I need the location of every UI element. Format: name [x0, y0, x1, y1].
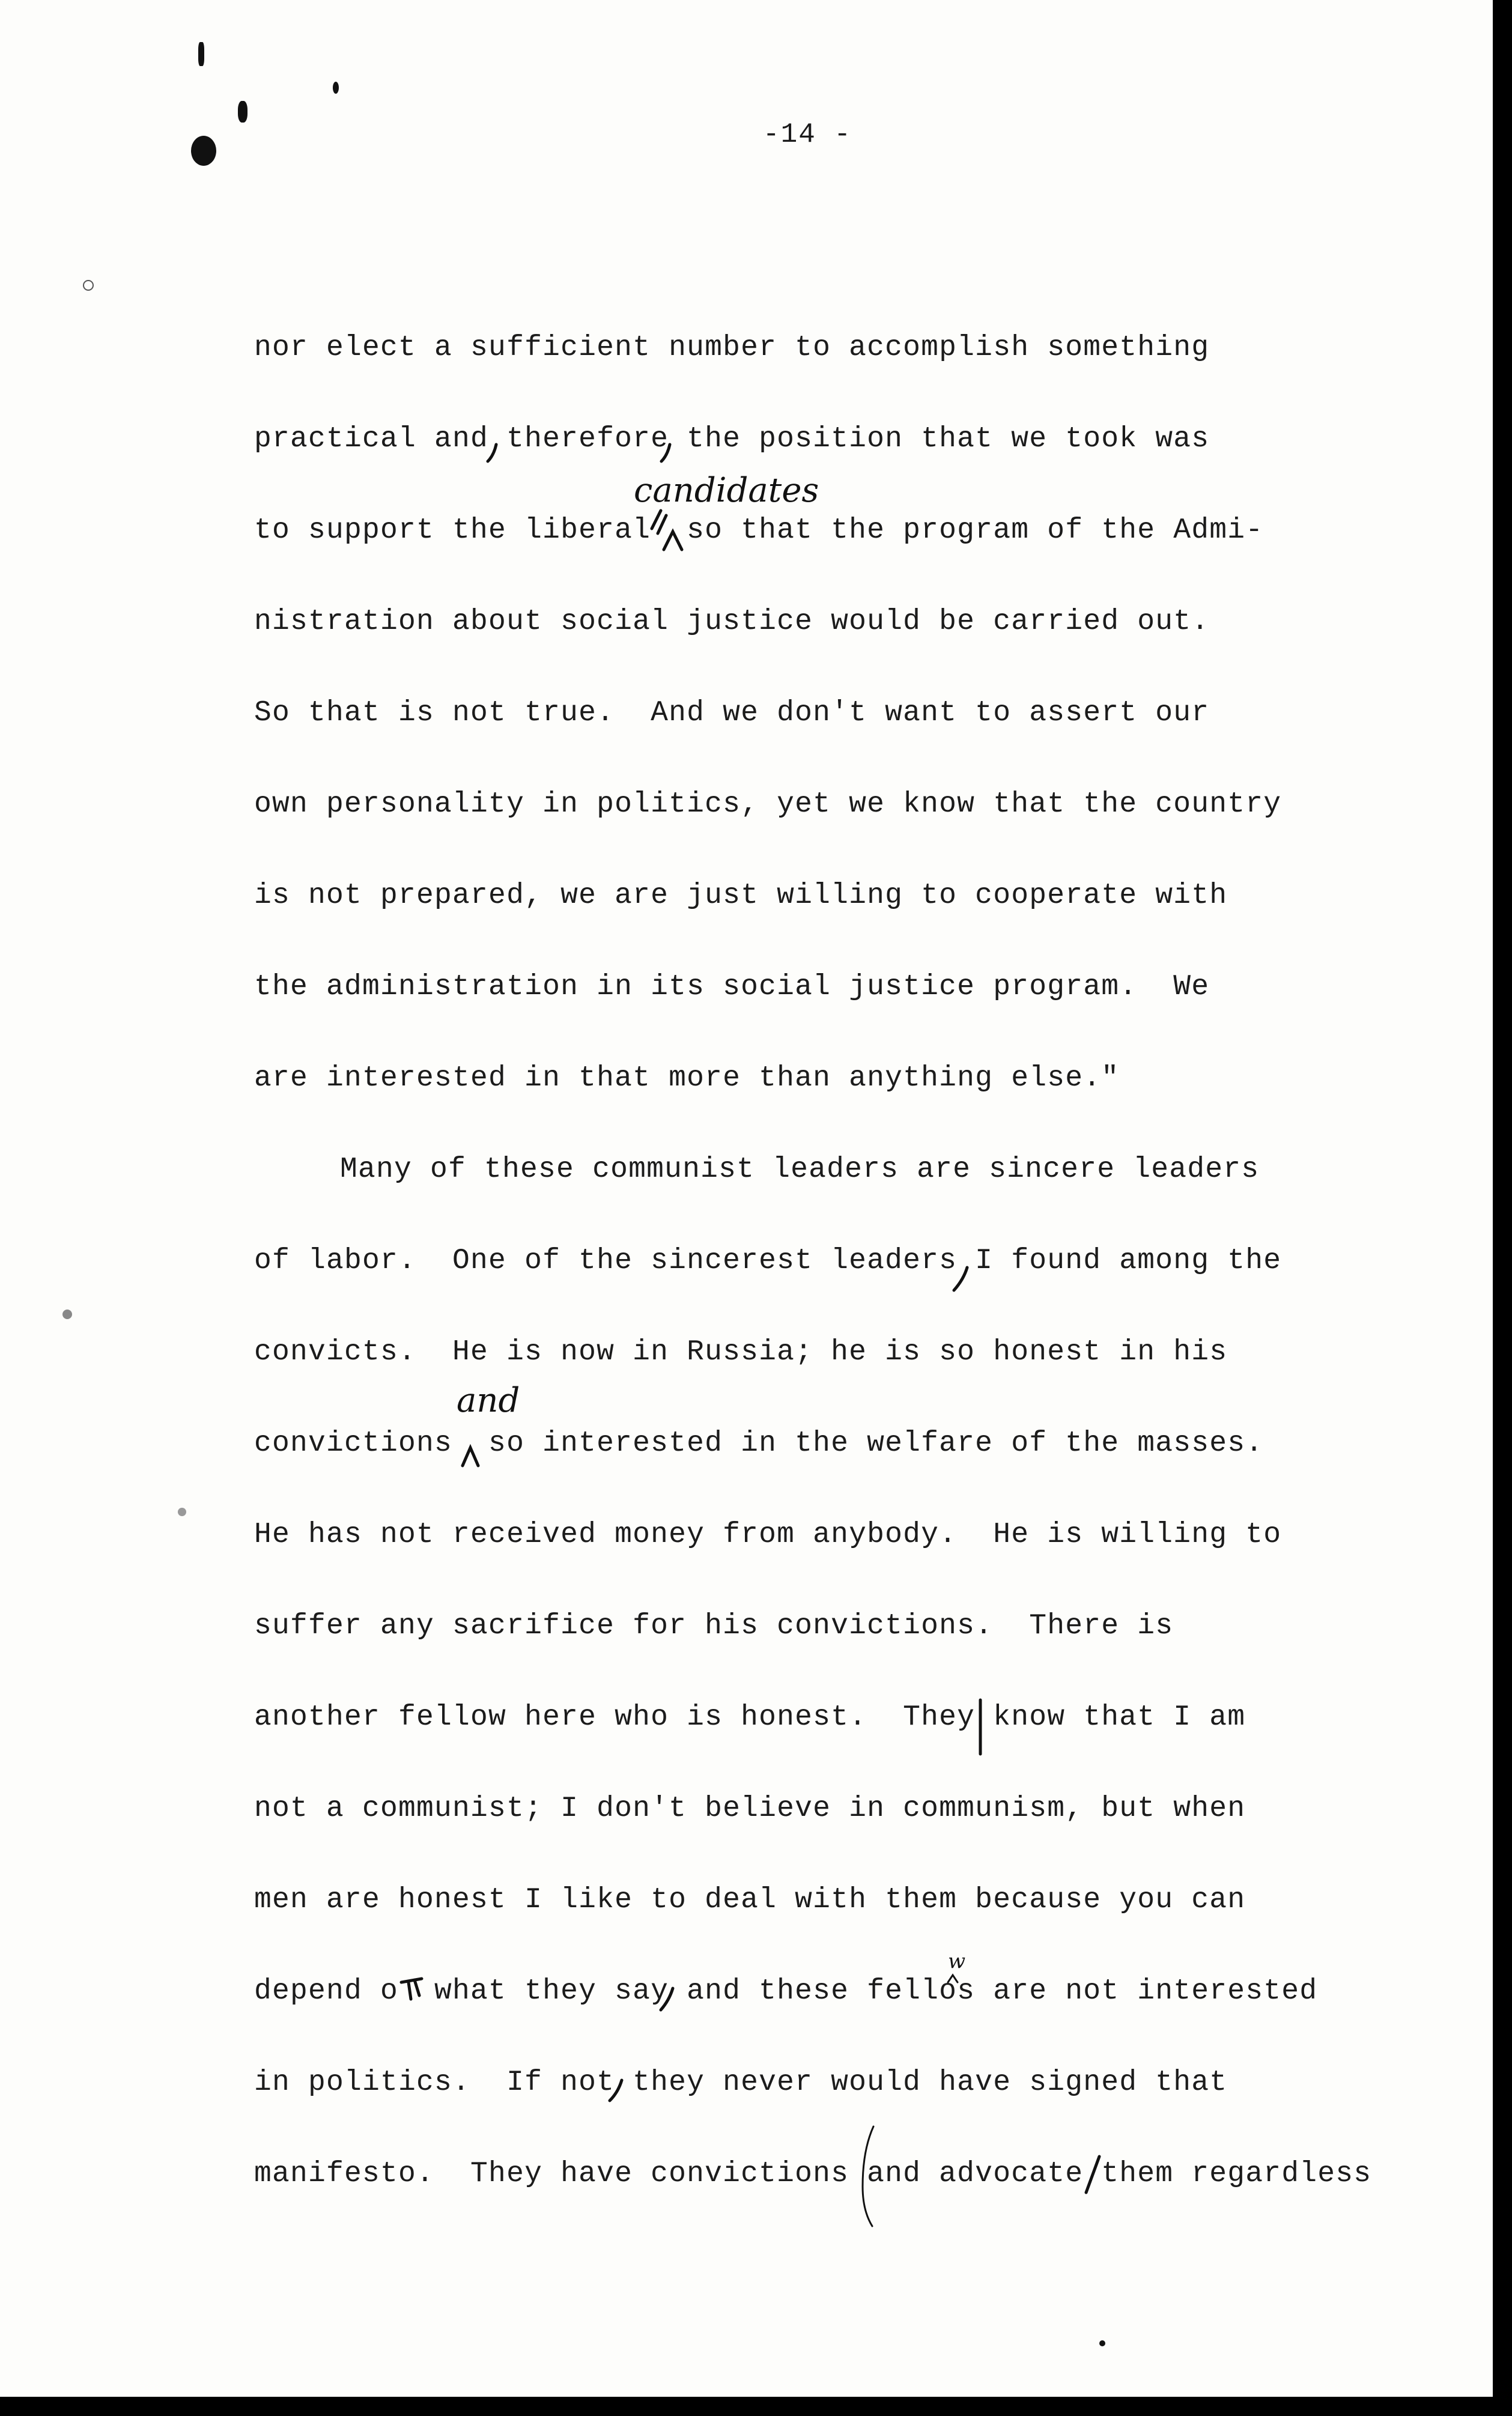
ink-blot [191, 136, 216, 166]
ink-mark [198, 42, 204, 66]
ink-speck [62, 1310, 72, 1319]
ink-speck [1099, 2340, 1105, 2346]
text-line-16: another fellow here who is honest. They know that I am [254, 1701, 1246, 1734]
text-line-12: convicts. He is now in Russia; he is so honest in his [254, 1336, 1228, 1368]
text-line-6: own personality in politics, yet we know that the country [254, 788, 1282, 821]
text-line-13: convictions so interested in the welfare of the masses. [254, 1427, 1264, 1460]
text-line-14: He has not received money from anybody. He is willing to [254, 1519, 1282, 1551]
scan-border-bottom [0, 2397, 1512, 2416]
ink-mark [238, 101, 247, 123]
scan-border-right [1493, 0, 1512, 2416]
insertion-candidates: candidates [634, 471, 819, 510]
text-line-5: So that is not true. And we don't want to assert our [254, 697, 1210, 729]
text-line-11: of labor. One of the sincerest leaders I found among the [254, 1245, 1282, 1277]
text-line-7: is not prepared, we are just willing to cooperate with [254, 879, 1228, 912]
insertion-and: and [457, 1381, 520, 1420]
text-line-4: nistration about social justice would be carried out. [254, 606, 1210, 638]
text-line-10: Many of these communist leaders are sincere leaders [340, 1153, 1260, 1186]
text-line-21: manifesto. They have convictions and advocate them regardless [254, 2158, 1372, 2190]
text-line-2: practical and therefore the position that we took was [254, 423, 1210, 455]
text-line-19: depend o what they say and these fellos are not interested [254, 1975, 1318, 2008]
punch-hole [83, 280, 94, 291]
text-line-15: suffer any sacrifice for his convictions. There is [254, 1610, 1174, 1642]
insertion-w: w [948, 1949, 966, 1973]
text-line-18: men are honest I like to deal with them because you can [254, 1884, 1246, 1916]
text-line-3: to support the liberal so that the program of the Admi- [254, 514, 1264, 547]
text-line-17: not a communist; I don't believe in communism, but when [254, 1792, 1246, 1825]
ink-mark [333, 82, 339, 94]
text-line-8: the administration in its social justice program. We [254, 971, 1210, 1003]
text-line-20: in politics. If not they never would have signed that [254, 2066, 1228, 2099]
ink-speck [178, 1508, 186, 1516]
text-line-9: are interested in that more than anything else." [254, 1062, 1120, 1094]
text-line-1: nor elect a sufficient number to accomplish something [254, 332, 1210, 364]
page-number: -14 - [763, 119, 852, 150]
